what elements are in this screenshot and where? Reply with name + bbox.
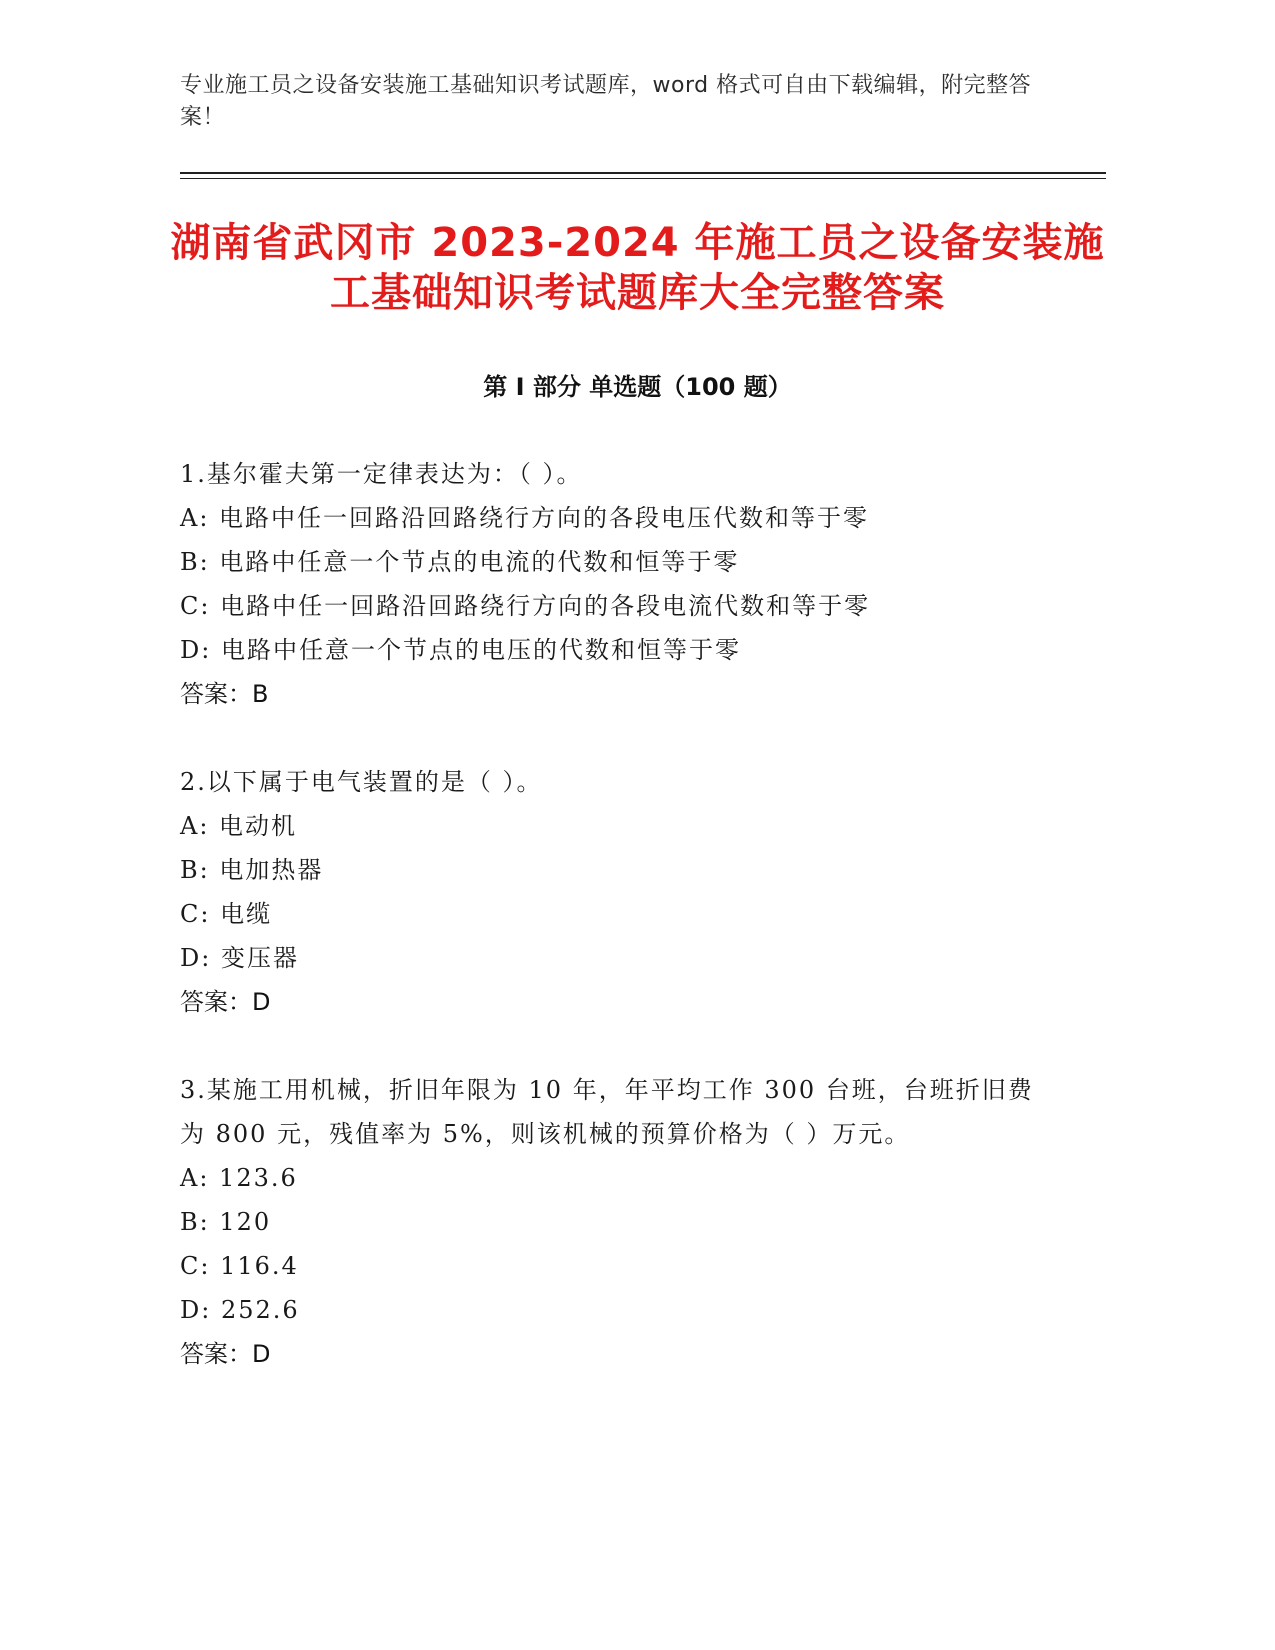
question-1 [180, 452, 1050, 716]
option-c: C: 电缆 [180, 900, 273, 928]
option-c: C: 电路中任一回路沿回路绕行方向的各段电流代数和等于零 [180, 592, 871, 620]
option-c: C: 116.4 [180, 1252, 299, 1280]
section-title: 第 I 部分 单选题（100 题） [483, 373, 792, 401]
option-a: A: 电路中任一回路沿回路绕行方向的各段电压代数和等于零 [180, 504, 870, 532]
question-stem: 1.基尔霍夫第一定律表达为：（ ）。 [180, 460, 583, 488]
option-b: B: 120 [180, 1208, 272, 1236]
answer: 答案：B [180, 680, 269, 708]
question-list [180, 452, 1050, 1420]
question-stem: 2.以下属于电气装置的是（ ）。 [180, 768, 543, 796]
document-title: 湖南省武冈市 2023-2024 年施工员之设备安装施工基础知识考试题库大全完整答案 [170, 220, 1105, 316]
option-a: A: 123.6 [180, 1164, 298, 1192]
question-stem: 3.某施工用机械，折旧年限为 10 年，年平均工作 300 台班，台班折旧费为 800 元，残值率为 5%，则该机械的预算价格为（ ）万元。 [180, 1076, 1034, 1148]
header-divider-thick [180, 172, 1106, 174]
answer: 答案：D [180, 1340, 271, 1368]
option-a: A: 电动机 [180, 812, 298, 840]
option-d: D: 电路中任意一个节点的电压的代数和恒等于零 [180, 636, 741, 664]
option-b: B: 电路中任意一个节点的电流的代数和恒等于零 [180, 548, 740, 576]
question-3 [180, 1068, 1050, 1376]
option-d: D: 252.6 [180, 1296, 300, 1324]
header-divider-thin [180, 178, 1106, 179]
answer: 答案：D [180, 988, 271, 1016]
header-note: 专业施工员之设备安装施工基础知识考试题库，word 格式可自由下载编辑，附完整答案！ [180, 73, 1032, 130]
question-2 [180, 760, 1050, 1024]
option-d: D: 变压器 [180, 944, 299, 972]
option-b: B: 电加热器 [180, 856, 324, 884]
